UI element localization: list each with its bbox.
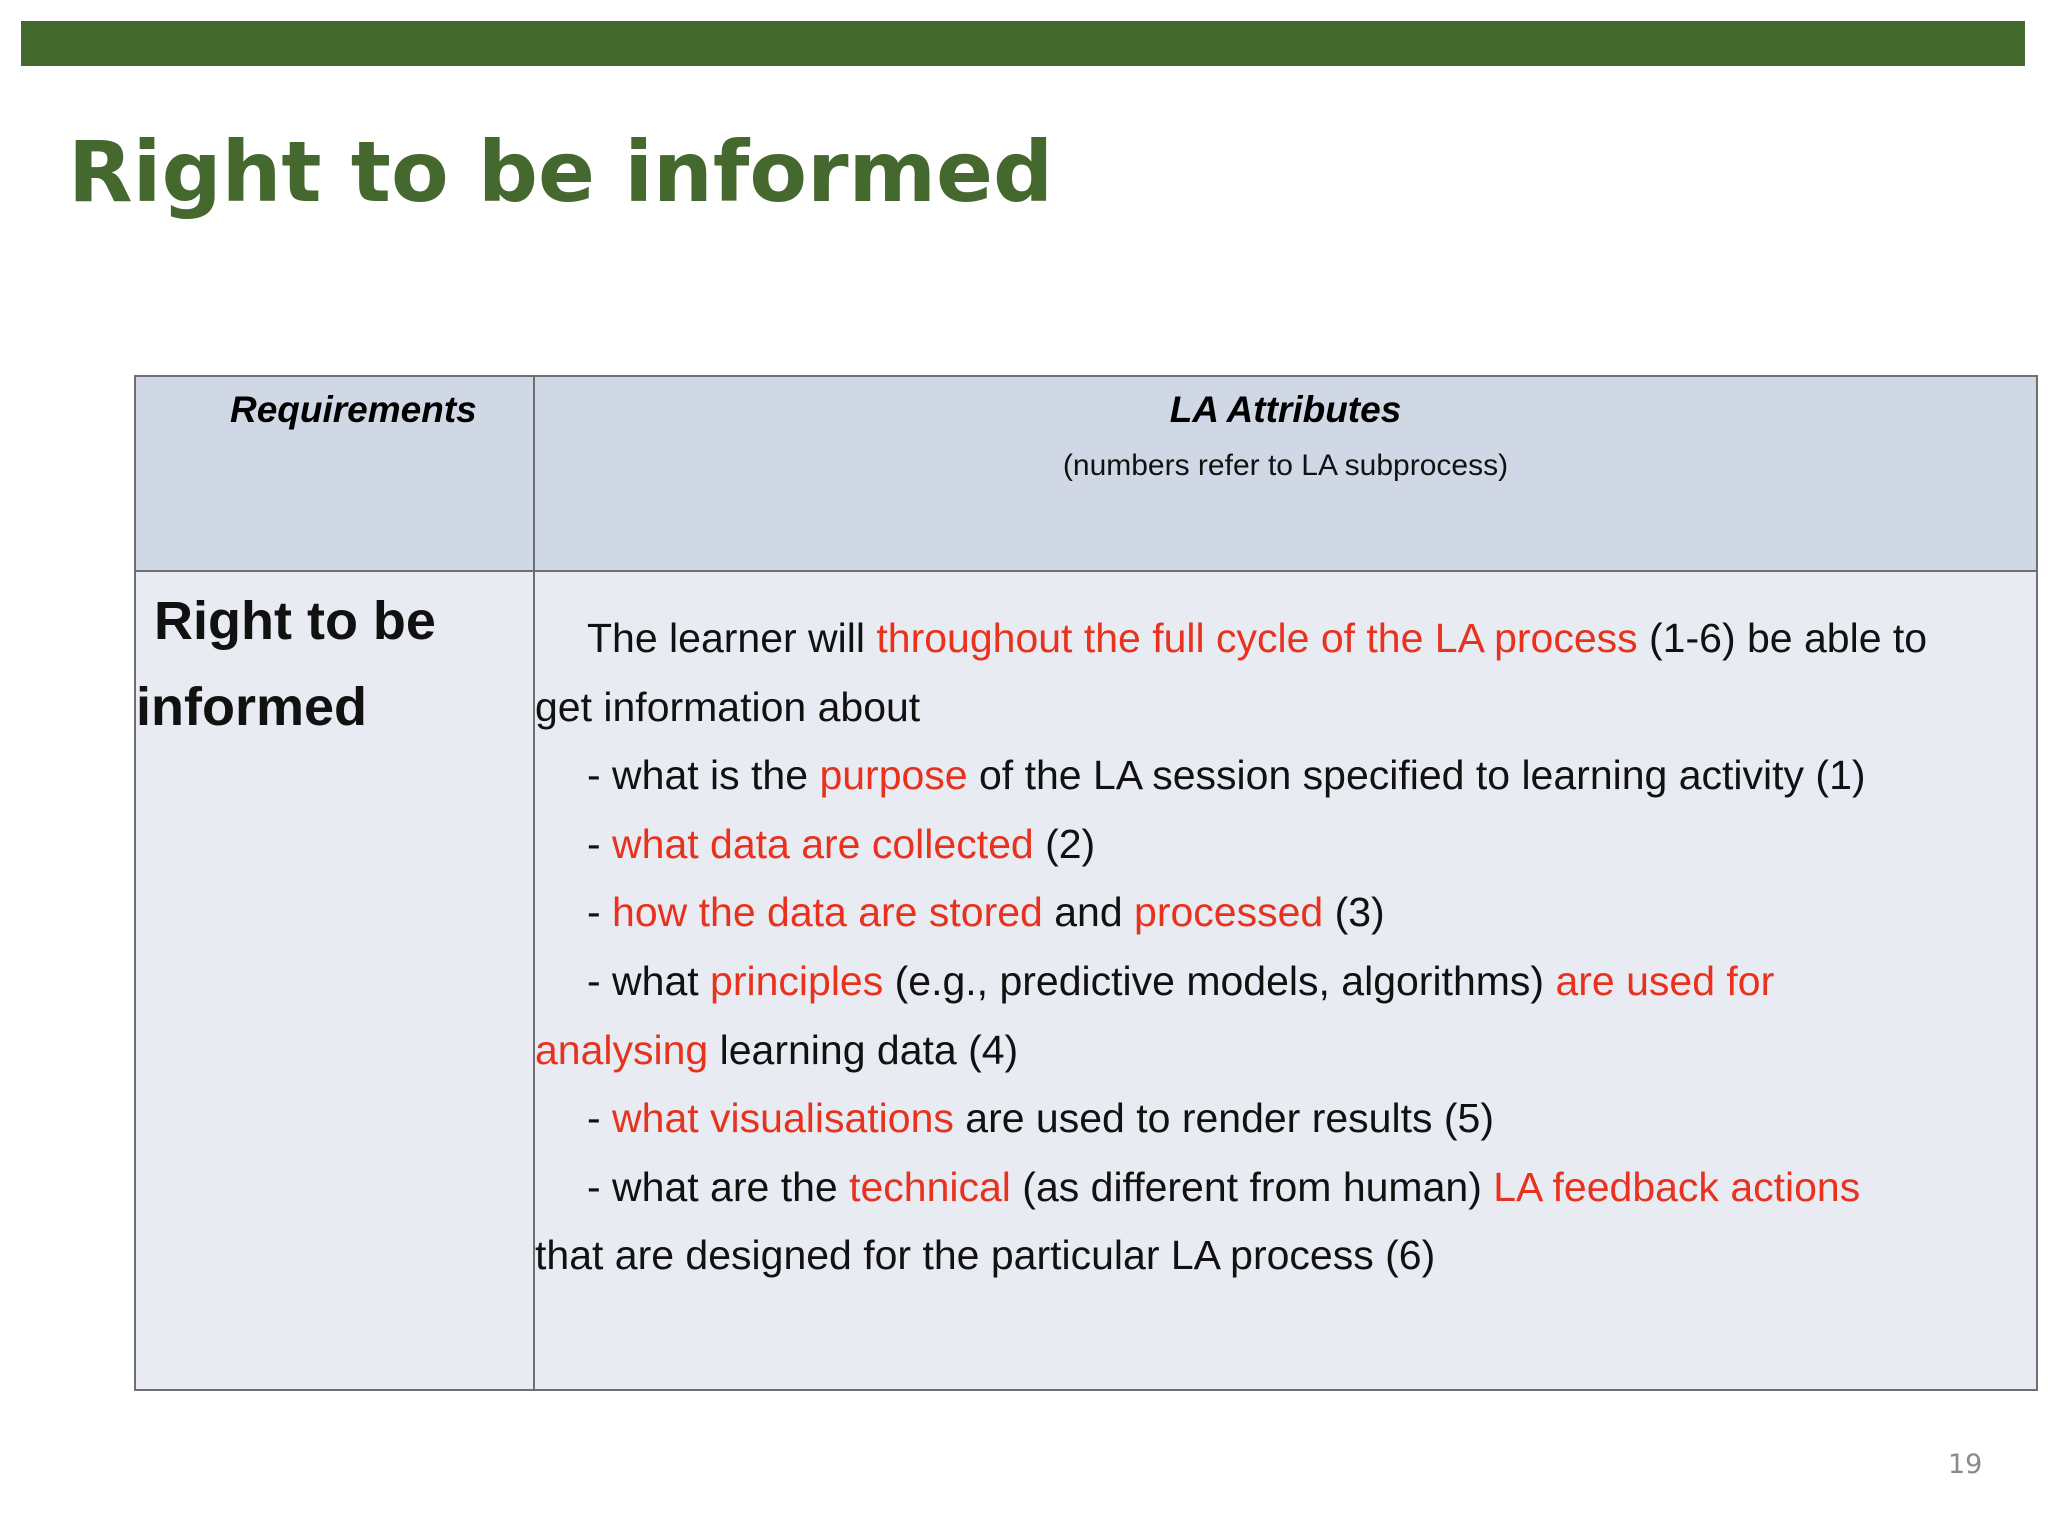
- attr-item-feedback-continuation: that are designed for the particular LA process (6): [535, 1232, 1436, 1279]
- text-run: learning data (4): [708, 1026, 1019, 1073]
- table-row: [135, 571, 2037, 1390]
- requirement-line-2: informed: [136, 677, 368, 737]
- highlight-run: throughout the full cycle of the LA process: [876, 615, 1638, 661]
- text-run: (3): [1323, 889, 1385, 936]
- table-header-row: [135, 376, 2037, 571]
- attr-item-principles: [535, 947, 2030, 1016]
- attributes-cell: [534, 571, 2037, 1390]
- text-run: -: [587, 889, 613, 936]
- requirement-text-1: Right to be: [154, 591, 436, 651]
- text-run: The learner will: [587, 615, 877, 661]
- header-la-attributes: [534, 376, 2037, 571]
- text-run: - what is the: [587, 752, 820, 799]
- text-run: (as different from human): [1010, 1163, 1494, 1210]
- text-run: - what are the: [587, 1163, 850, 1210]
- highlight-run: what visualisations: [612, 1095, 954, 1142]
- attr-item-purpose: [535, 741, 2030, 810]
- text-run: (1-6) be able to: [1637, 615, 1928, 661]
- page-number: 19: [1948, 1449, 1983, 1480]
- highlight-run: LA feedback actions: [1493, 1163, 1861, 1210]
- header-la-attributes-subtitle: (numbers refer to LA subprocess): [1062, 449, 1509, 482]
- attr-item-feedback: [535, 1153, 2030, 1222]
- highlight-run: purpose: [819, 752, 968, 799]
- highlight-run: are used for: [1555, 957, 1775, 1004]
- requirement-line-1: [136, 578, 525, 664]
- text-run: (2): [1033, 820, 1096, 867]
- text-run: and: [1042, 889, 1135, 936]
- highlight-run: technical: [849, 1163, 1011, 1210]
- top-accent-bar: [21, 21, 2025, 66]
- highlight-run: analysing: [535, 1026, 709, 1073]
- highlight-run: principles: [710, 957, 884, 1004]
- attr-item-storage: [535, 878, 2030, 947]
- text-run: of the LA session specified to learning activity (1): [967, 752, 1866, 799]
- text-run: - what: [587, 957, 711, 1004]
- highlight-run: how the data are stored: [612, 889, 1043, 936]
- header-la-attributes-title: LA Attributes: [1169, 389, 1402, 430]
- requirement-cell: [135, 571, 534, 1390]
- attr-intro-continuation: get information about: [535, 683, 921, 730]
- text-run: are used to render results (5): [953, 1095, 1494, 1142]
- highlight-run: processed: [1134, 889, 1324, 936]
- attr-intro-line: [535, 604, 2030, 673]
- attr-item-visualisations: [535, 1084, 2030, 1153]
- text-run: (e.g., predictive models, algorithms): [883, 957, 1556, 1004]
- text-run: -: [587, 1095, 613, 1142]
- attr-item-principles-continuation: [535, 1016, 2030, 1085]
- highlight-run: what data are collected: [612, 820, 1034, 867]
- attr-item-data-collected: [535, 810, 2030, 879]
- requirements-table: [134, 375, 2038, 1391]
- text-run: -: [587, 820, 613, 867]
- slide-title: Right to be informed: [68, 123, 1054, 221]
- header-requirements: Requirements: [135, 376, 534, 571]
